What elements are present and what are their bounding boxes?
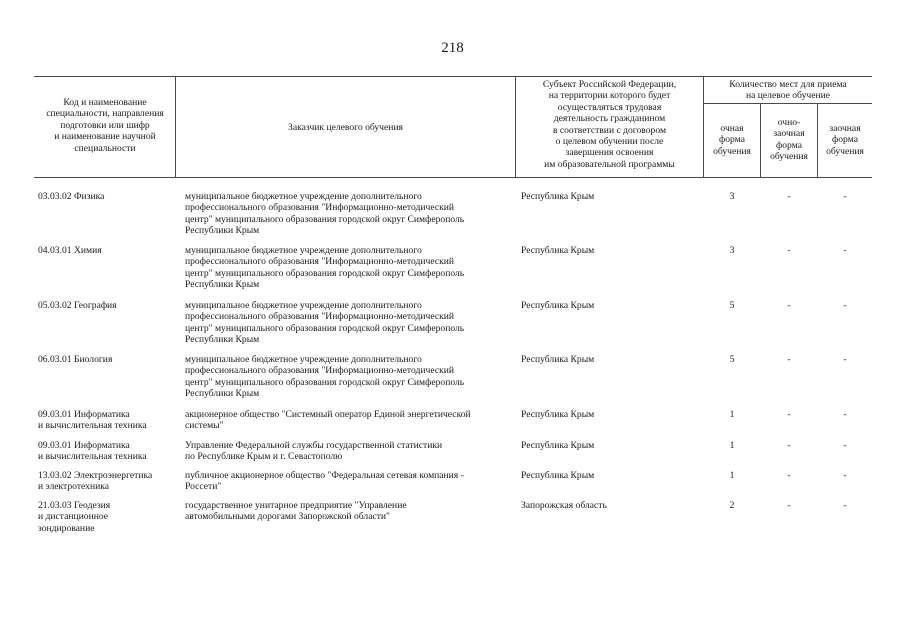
table-row-customer: муниципальное бюджетное учреждение дополнительного профессионального образования "Информационно-методический центр" муниципального образования городской округ Симферополь Республики Крым: [185, 191, 465, 237]
table-row-region: Запорожская область: [521, 500, 607, 511]
page-number: 218: [441, 40, 464, 56]
header-places-column: Количество мест для приема на целевое обучение: [729, 79, 847, 102]
table-row-code: 09.03.01 Информатика и вычислительная техника: [38, 409, 147, 432]
table-row-code: 09.03.01 Информатика и вычислительная техника: [38, 440, 147, 463]
table-row-fulltime: 3: [729, 191, 735, 202]
table-row-region: Республика Крым: [521, 440, 595, 451]
table-row-parttime: -: [787, 500, 791, 511]
header-parttime-column: очно- заочная форма обучения: [770, 117, 808, 163]
header-region-column: Субъект Российской Федерации, на территории которого будет осуществляться трудовая деятельность гражданином в соответствии с договором о целевом обучении после завершения освоения им образовательной программы: [542, 79, 677, 170]
table-row-fulltime: 5: [729, 354, 735, 365]
header-extramural-column: заочная форма обучения: [826, 123, 864, 157]
table-row-customer: муниципальное бюджетное учреждение дополнительного профессионального образования "Информационно-методический центр" муниципального образования городской округ Симферополь Республики Крым: [185, 245, 465, 291]
table-top-rule: [34, 76, 872, 77]
table-row-parttime: -: [787, 300, 791, 311]
table-row-customer: Управление Федеральной службы государственной статистики по Республике Крым и г. Севастополю: [185, 440, 443, 463]
table-row-fulltime: 1: [729, 440, 735, 451]
table-row-extramural: -: [843, 409, 847, 420]
table-row-customer: акционерное общество "Системный оператор Единой энергетической системы": [185, 409, 471, 432]
table-row-extramural: -: [843, 300, 847, 311]
places-subheader-rule: [703, 103, 872, 104]
table-row-code: 13.03.02 Электроэнергетика и электротехника: [38, 470, 153, 493]
table-row-code: 06.03.01 Биология: [38, 354, 113, 365]
table-row-fulltime: 2: [729, 500, 735, 511]
table-row-parttime: -: [787, 354, 791, 365]
table-row-fulltime: 5: [729, 300, 735, 311]
table-row-customer: муниципальное бюджетное учреждение дополнительного профессионального образования "Информационно-методический центр" муниципального образования городской округ Симферополь Республики Крым: [185, 354, 465, 400]
table-row-code: 05.03.02 География: [38, 300, 117, 311]
table-row-code: 03.03.02 Физика: [38, 191, 105, 202]
column-divider: [515, 76, 516, 178]
table-row-parttime: -: [787, 409, 791, 420]
header-customer-column: Заказчик целевого обучения: [288, 122, 403, 133]
table-row-customer: государственное унитарное предприятие "Управление автомобильными дорогами Запорожской области": [185, 500, 407, 523]
header-code-column: Код и наименование специальности, направления подготовки или шифр и наименование научной специальности: [46, 97, 164, 154]
table-row-region: Республика Крым: [521, 191, 595, 202]
table-row-region: Республика Крым: [521, 354, 595, 365]
table-row-code: 04.03.01 Химия: [38, 245, 102, 256]
header-bottom-rule: [34, 177, 872, 178]
column-divider: [175, 76, 176, 178]
table-row-customer: муниципальное бюджетное учреждение дополнительного профессионального образования "Информационно-методический центр" муниципального образования городской округ Симферополь Республики Крым: [185, 300, 465, 346]
table-row-extramural: -: [843, 354, 847, 365]
table-row-extramural: -: [843, 470, 847, 481]
table-row-extramural: -: [843, 440, 847, 451]
table-row-parttime: -: [787, 245, 791, 256]
table-row-parttime: -: [787, 440, 791, 451]
table-row-extramural: -: [843, 191, 847, 202]
table-row-region: Республика Крым: [521, 409, 595, 420]
table-row-region: Республика Крым: [521, 470, 595, 481]
table-row-code: 21.03.03 Геодезия и дистанционное зондирование: [38, 500, 111, 534]
table-row-fulltime: 1: [729, 470, 735, 481]
table-row-fulltime: 1: [729, 409, 735, 420]
table-row-fulltime: 3: [729, 245, 735, 256]
table-row-region: Республика Крым: [521, 245, 595, 256]
table-row-extramural: -: [843, 500, 847, 511]
table-row-region: Республика Крым: [521, 300, 595, 311]
table-row-customer: публичное акционерное общество "Федеральная сетевая компания - Россети": [185, 470, 464, 493]
header-fulltime-column: очная форма обучения: [713, 123, 751, 157]
table-row-extramural: -: [843, 245, 847, 256]
table-row-parttime: -: [787, 191, 791, 202]
table-row-parttime: -: [787, 470, 791, 481]
